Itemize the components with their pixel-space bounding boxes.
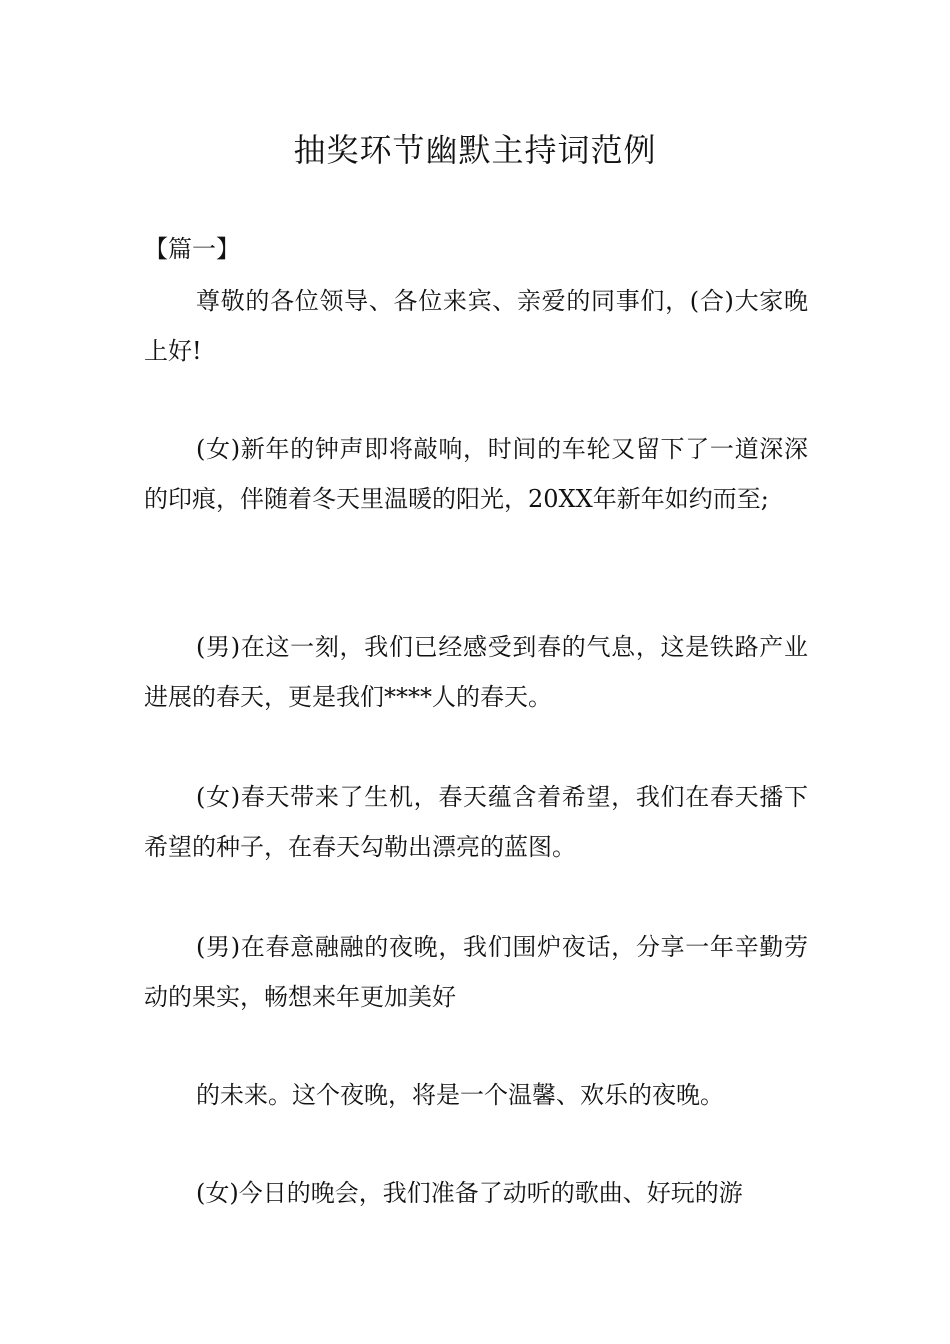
paragraph: (女)春天带来了生机，春天蕴含着希望，我们在春天播下希望的种子，在春天勾勒出漂亮的蓝图。	[144, 783, 808, 861]
paragraph: 的未来。这个夜晚，将是一个温馨、欢乐的夜晚。	[196, 1081, 724, 1109]
paragraph: 尊敬的各位领导、各位来宾、亲爱的同事们，(合)大家晚上好!	[144, 287, 808, 365]
paragraph: (女)新年的钟声即将敲响，时间的车轮又留下了一道深深的印痕，伴随着冬天里温暖的阳光，20XX年新年如约而至;	[144, 435, 808, 513]
section-label: 【篇一】	[144, 235, 240, 263]
paragraph: (女)今日的晚会，我们准备了动听的歌曲、好玩的游	[196, 1179, 743, 1207]
paragraph: (男)在春意融融的夜晚，我们围炉夜话，分享一年辛勤劳动的果实，畅想来年更加美好	[144, 933, 808, 1011]
document-title: 抽奖环节幽默主持词范例	[293, 131, 657, 169]
paragraph: (男)在这一刻，我们已经感受到春的气息，这是铁路产业进展的春天，更是我们****人的春天。	[144, 633, 808, 711]
